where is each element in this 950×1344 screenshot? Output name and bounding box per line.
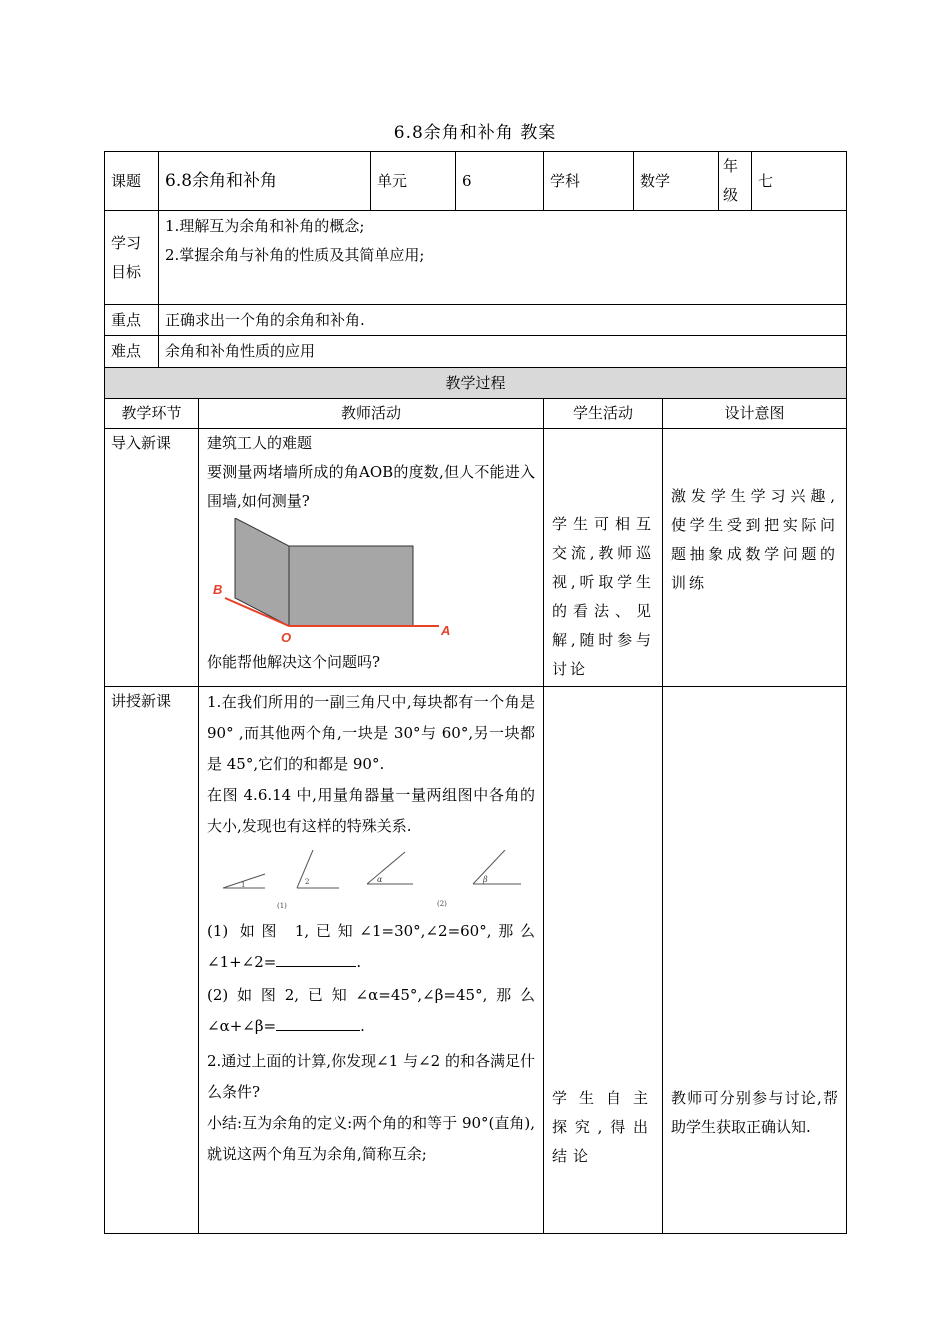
lecture-q2 [207, 980, 535, 1042]
goals-content [159, 211, 847, 305]
process-title-row [105, 368, 847, 399]
wall-figure [207, 518, 467, 648]
unit-label: 单元 [371, 152, 456, 211]
lecture-p1: 1.在我们所用的一副三角尺中,每块都有一个角是 90° ,而其他两个角,一块是 30°与 60°,另一块都是 45°,它们的和都是 90°. [207, 693, 536, 773]
goals-label-line2: 目标 [111, 262, 142, 281]
intro-student: 学生可相互交流,教师巡视,听取学生的看法、见解,随时参与讨论 [544, 429, 663, 687]
key-point-row [105, 305, 847, 336]
intro-teacher [199, 429, 544, 687]
lesson-plan-table [104, 151, 847, 1234]
goals-row [105, 211, 847, 305]
col-teacher: 教师活动 [199, 399, 544, 429]
q1-blank [276, 948, 356, 967]
difficulty-text: 余角和补角性质的应用 [159, 336, 847, 368]
intro-design: 激发学生学习兴趣,使学生受到把实际问题抽象成数学问题的训练 [663, 429, 847, 687]
label-a: A [441, 623, 451, 638]
fig-label-1: 1 [241, 881, 246, 889]
key-point-text: 正确求出一个角的余角和补角. [159, 305, 847, 336]
lecture-student: 学生自主探究,得出结论 [544, 687, 663, 1234]
difficulty-label: 难点 [105, 336, 159, 368]
topic-label: 课题 [105, 152, 159, 211]
lecture-p3: 2.通过上面的计算,你发现∠1 与∠2 的和各满足什么条件? [207, 1052, 536, 1101]
goal-item-2: 2.掌握余角与补角的性质及其简单应用; [165, 246, 425, 264]
grade-value: 七 [752, 152, 847, 211]
process-title: 教学过程 [105, 368, 847, 399]
intro-stage: 导入新课 [105, 429, 199, 687]
lecture-row [105, 687, 847, 1234]
topic-value: 6.8余角和补角 [159, 152, 371, 211]
col-stage: 教学环节 [105, 399, 199, 429]
subject-label: 学科 [544, 152, 634, 211]
lecture-teacher [199, 687, 544, 1234]
subject-value: 数学 [634, 152, 719, 211]
process-header-row [105, 399, 847, 429]
unit-value: 6 [456, 152, 544, 211]
lecture-p2: 在图 4.6.14 中,用量角器量一量两组图中各角的大小,发现也有这样的特殊关系. [207, 786, 536, 835]
lecture-stage: 讲授新课 [105, 687, 199, 1234]
lecture-q1 [207, 916, 535, 978]
angle-figures [207, 850, 527, 910]
fig-label-alpha: α [377, 875, 383, 884]
q1-text: (1) 如图 1,已知∠1=30°,∠2=60°,那么∠1+∠2= [207, 922, 536, 971]
intro-line1: 要测量两堵墙所成的角AOB的度数,但人不能进入围墙,如何测量? [207, 463, 536, 510]
left-wall [235, 518, 289, 626]
label-b: B [213, 582, 223, 597]
q2-end: . [360, 1017, 365, 1035]
fig-caption-1: (1) [277, 902, 287, 910]
fig-caption-2: (2) [437, 900, 447, 908]
difficulty-row [105, 336, 847, 368]
q2-text: (2)如图2,已知∠α=45°,∠β=45°,那么 ∠α+∠β= [207, 986, 536, 1035]
goals-label [105, 211, 159, 305]
q2-blank [276, 1012, 360, 1031]
lecture-summary: 小结:互为余角的定义:两个角的和等于 90°(直角),就说这两个角互为余角,简称互余; [207, 1114, 536, 1163]
lecture-design: 教师可分别参与讨论,帮助学生获取正确认知. [663, 687, 847, 1234]
intro-row [105, 429, 847, 687]
goals-label-line1: 学习 [111, 233, 142, 252]
intro-question: 你能帮他解决这个问题吗? [207, 653, 381, 671]
col-student: 学生活动 [544, 399, 663, 429]
goal-item-1: 1.理解互为余角和补角的概念; [165, 217, 365, 235]
q1-end: . [356, 953, 362, 971]
header-row [105, 152, 847, 211]
col-design: 设计意图 [663, 399, 847, 429]
intro-heading: 建筑工人的难题 [207, 434, 313, 452]
label-o: O [281, 630, 292, 645]
grade-label: 年级 [719, 152, 752, 211]
right-wall [289, 546, 413, 626]
document-title: 6.8余角和补角 教案 [393, 123, 557, 143]
key-point-label: 重点 [105, 305, 159, 336]
fig-label-beta: β [483, 875, 488, 884]
fig-label-2: 2 [305, 878, 310, 886]
